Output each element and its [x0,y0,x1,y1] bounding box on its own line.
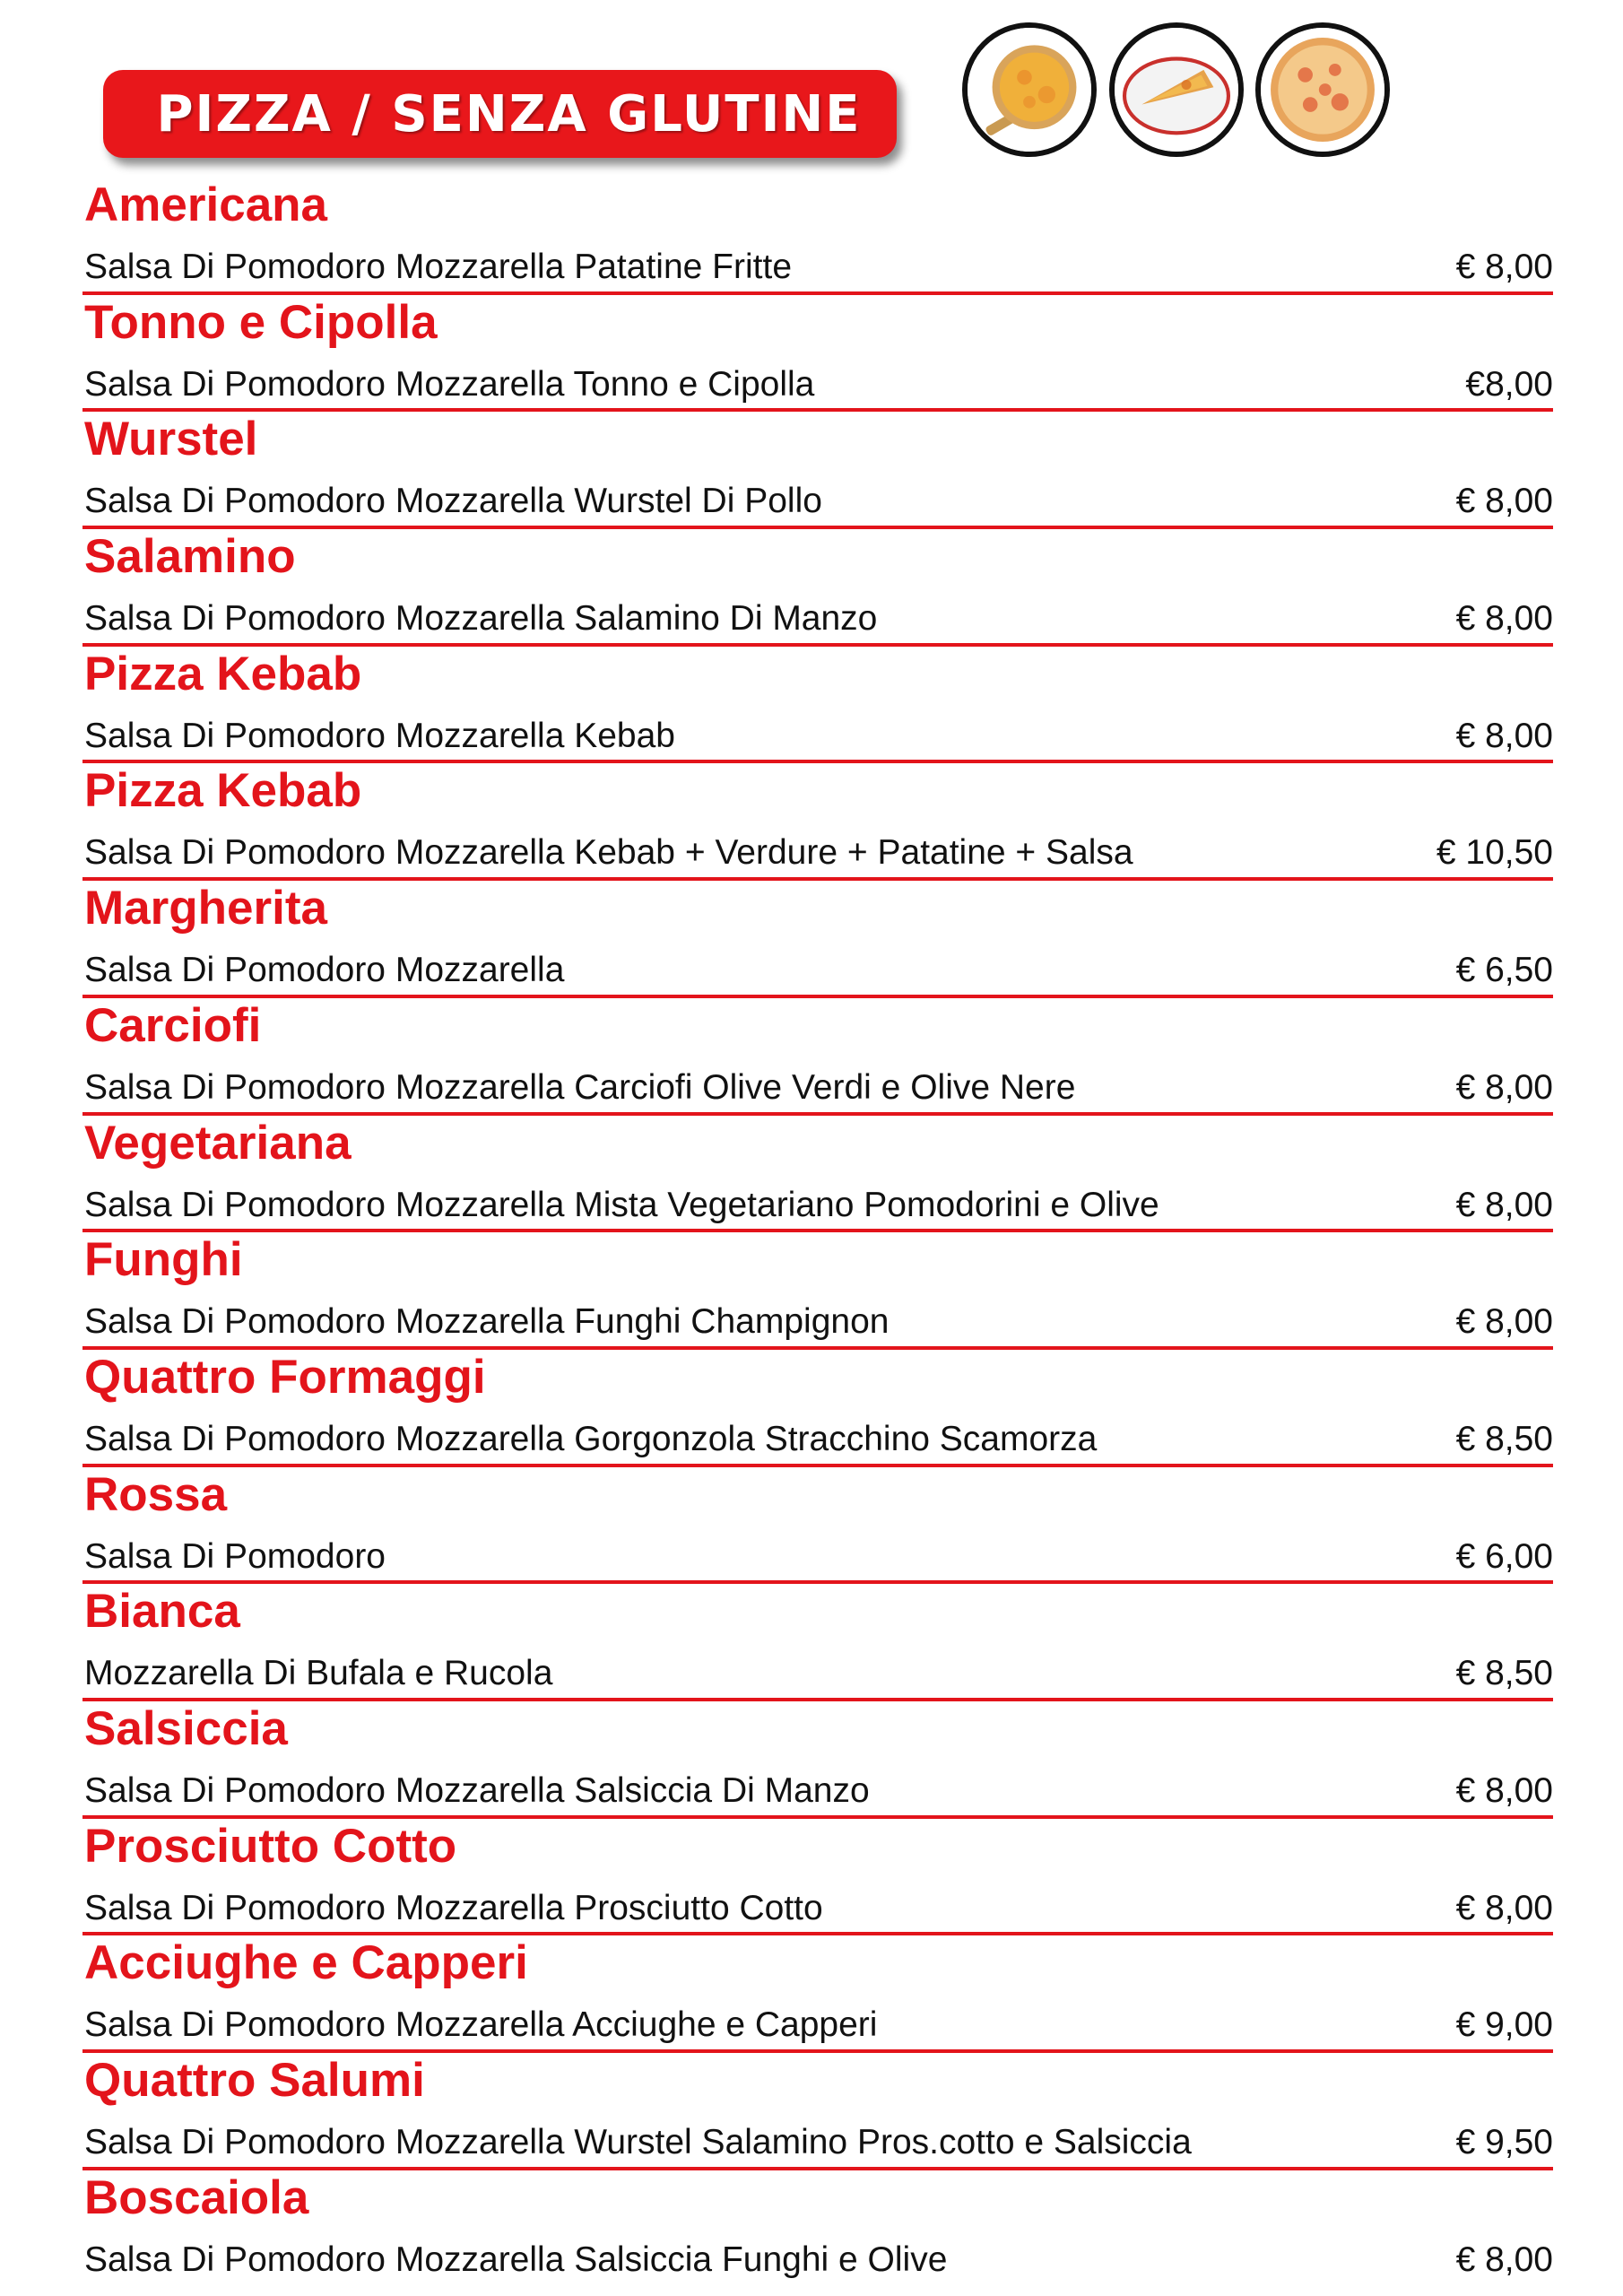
menu-item-description: Salsa Di Pomodoro Mozzarella Funghi Champignon [84,1302,890,1342]
menu-item [82,1467,1553,1585]
menu-item-description: Salsa Di Pomodoro Mozzarella Kebab [84,716,676,755]
menu-item-name: Carciofi [84,998,262,1052]
menu-item-description: Salsa Di Pomodoro Mozzarella Salsiccia Funghi e Olive [84,2239,948,2279]
whole-pizza-on-board-icon [962,22,1097,157]
menu-section-header [103,70,897,158]
menu-item [82,1232,1553,1350]
menu-item-description: Salsa Di Pomodoro Mozzarella Tonno e Cipolla [84,364,815,404]
menu-item-name: Pizza Kebab [84,647,362,700]
menu-item-name: Bianca [84,1585,240,1639]
menu-item-price: € 8,00 [1455,599,1553,639]
menu-item-price: € 6,50 [1455,951,1553,990]
menu-item-price: € 8,00 [1455,1302,1553,1342]
menu-item [82,998,1553,1116]
menu-item-name: Quattro Formaggi [84,1350,486,1404]
page-title: PIZZA / SENZA GLUTINE [156,84,862,144]
menu-item [82,412,1553,529]
menu-item-price: € 8,00 [1455,1770,1553,1810]
menu-item-name: Prosciutto Cotto [84,1819,457,1873]
menu-item-price: € 9,00 [1455,2005,1553,2045]
menu-item-description: Salsa Di Pomodoro Mozzarella Salsiccia Di Manzo [84,1770,870,1810]
menu-item-name: Acciughe e Capperi [84,1936,528,1990]
menu-item-name: Funghi [84,1233,243,1287]
menu-item-price: € 8,00 [1455,2239,1553,2279]
menu-item [82,295,1553,413]
menu-item [82,1350,1553,1467]
menu-item [82,647,1553,764]
pizza-slice-on-plate-icon [1109,22,1244,157]
menu-item [82,881,1553,998]
menu-item-price: € 8,00 [1455,248,1553,286]
menu-item-name: Salsiccia [84,1701,288,1755]
menu-item-price: € 6,00 [1455,1536,1553,1576]
menu-item [82,529,1553,647]
menu-item-description: Salsa Di Pomodoro Mozzarella Wurstel Salamino Pros.cotto e Salsiccia [84,2123,1192,2161]
menu-item [82,1819,1553,1936]
menu-item-description: Salsa Di Pomodoro Mozzarella Patatine Fritte [84,248,793,286]
menu-item-description: Salsa Di Pomodoro Mozzarella [84,951,565,990]
menu-item-description: Salsa Di Pomodoro Mozzarella Gorgonzola Stracchino Scamorza [84,1419,1098,1458]
whole-pizza-icon [1255,22,1390,157]
menu-item [82,1701,1553,1819]
menu-item-price: € 9,50 [1455,2123,1553,2161]
menu-item-price: € 8,00 [1455,1067,1553,1107]
menu-item-price: € 8,00 [1455,1888,1553,1927]
menu-item-price: € 8,50 [1455,1419,1553,1458]
menu-item-price: € 8,50 [1455,1654,1553,1693]
menu-item-name: Salamino [84,530,296,584]
menu-item-description: Salsa Di Pomodoro Mozzarella Mista Vegetariano Pomodorini e Olive [84,1185,1159,1224]
menu-item-description: Salsa Di Pomodoro Mozzarella Kebab + Verdure + Patatine + Salsa [84,833,1133,873]
menu-item-description: Salsa Di Pomodoro Mozzarella Acciughe e Capperi [84,2005,878,2045]
menu-item-description: Salsa Di Pomodoro [84,1536,386,1576]
menu-item-description: Salsa Di Pomodoro Mozzarella Salamino Di Manzo [84,599,878,639]
menu-item-name: Pizza Kebab [84,764,362,818]
menu-item-name: Quattro Salumi [84,2054,425,2107]
menu-item-price: € 8,00 [1455,482,1553,521]
menu-item-price: € 8,00 [1455,1185,1553,1224]
menu-item-name: Americana [84,178,328,231]
menu-list [82,178,1553,2287]
menu-item [82,763,1553,881]
menu-item-price: € 8,00 [1455,716,1553,755]
menu-item-name: Vegetariana [84,1116,352,1170]
menu-item-name: Tonno e Cipolla [84,295,438,349]
menu-item-name: Margherita [84,882,327,935]
menu-item [82,1935,1553,2053]
menu-item-description: Salsa Di Pomodoro Mozzarella Wurstel Di Pollo [84,482,822,521]
menu-item [82,178,1553,295]
menu-item-description: Salsa Di Pomodoro Mozzarella Prosciutto Cotto [84,1888,823,1927]
menu-item-name: Rossa [84,1467,228,1521]
menu-item-description: Mozzarella Di Bufala e Rucola [84,1654,553,1693]
menu-item-price: €8,00 [1465,364,1553,404]
menu-item-price: € 10,50 [1436,833,1553,873]
menu-item-description: Salsa Di Pomodoro Mozzarella Carciofi Olive Verdi e Olive Nere [84,1067,1076,1107]
menu-item [82,1584,1553,1701]
menu-item [82,2170,1553,2288]
menu-item [82,2053,1553,2170]
menu-item-name: Wurstel [84,413,258,466]
menu-item [82,1116,1553,1233]
menu-item-name: Boscaiola [84,2170,309,2224]
